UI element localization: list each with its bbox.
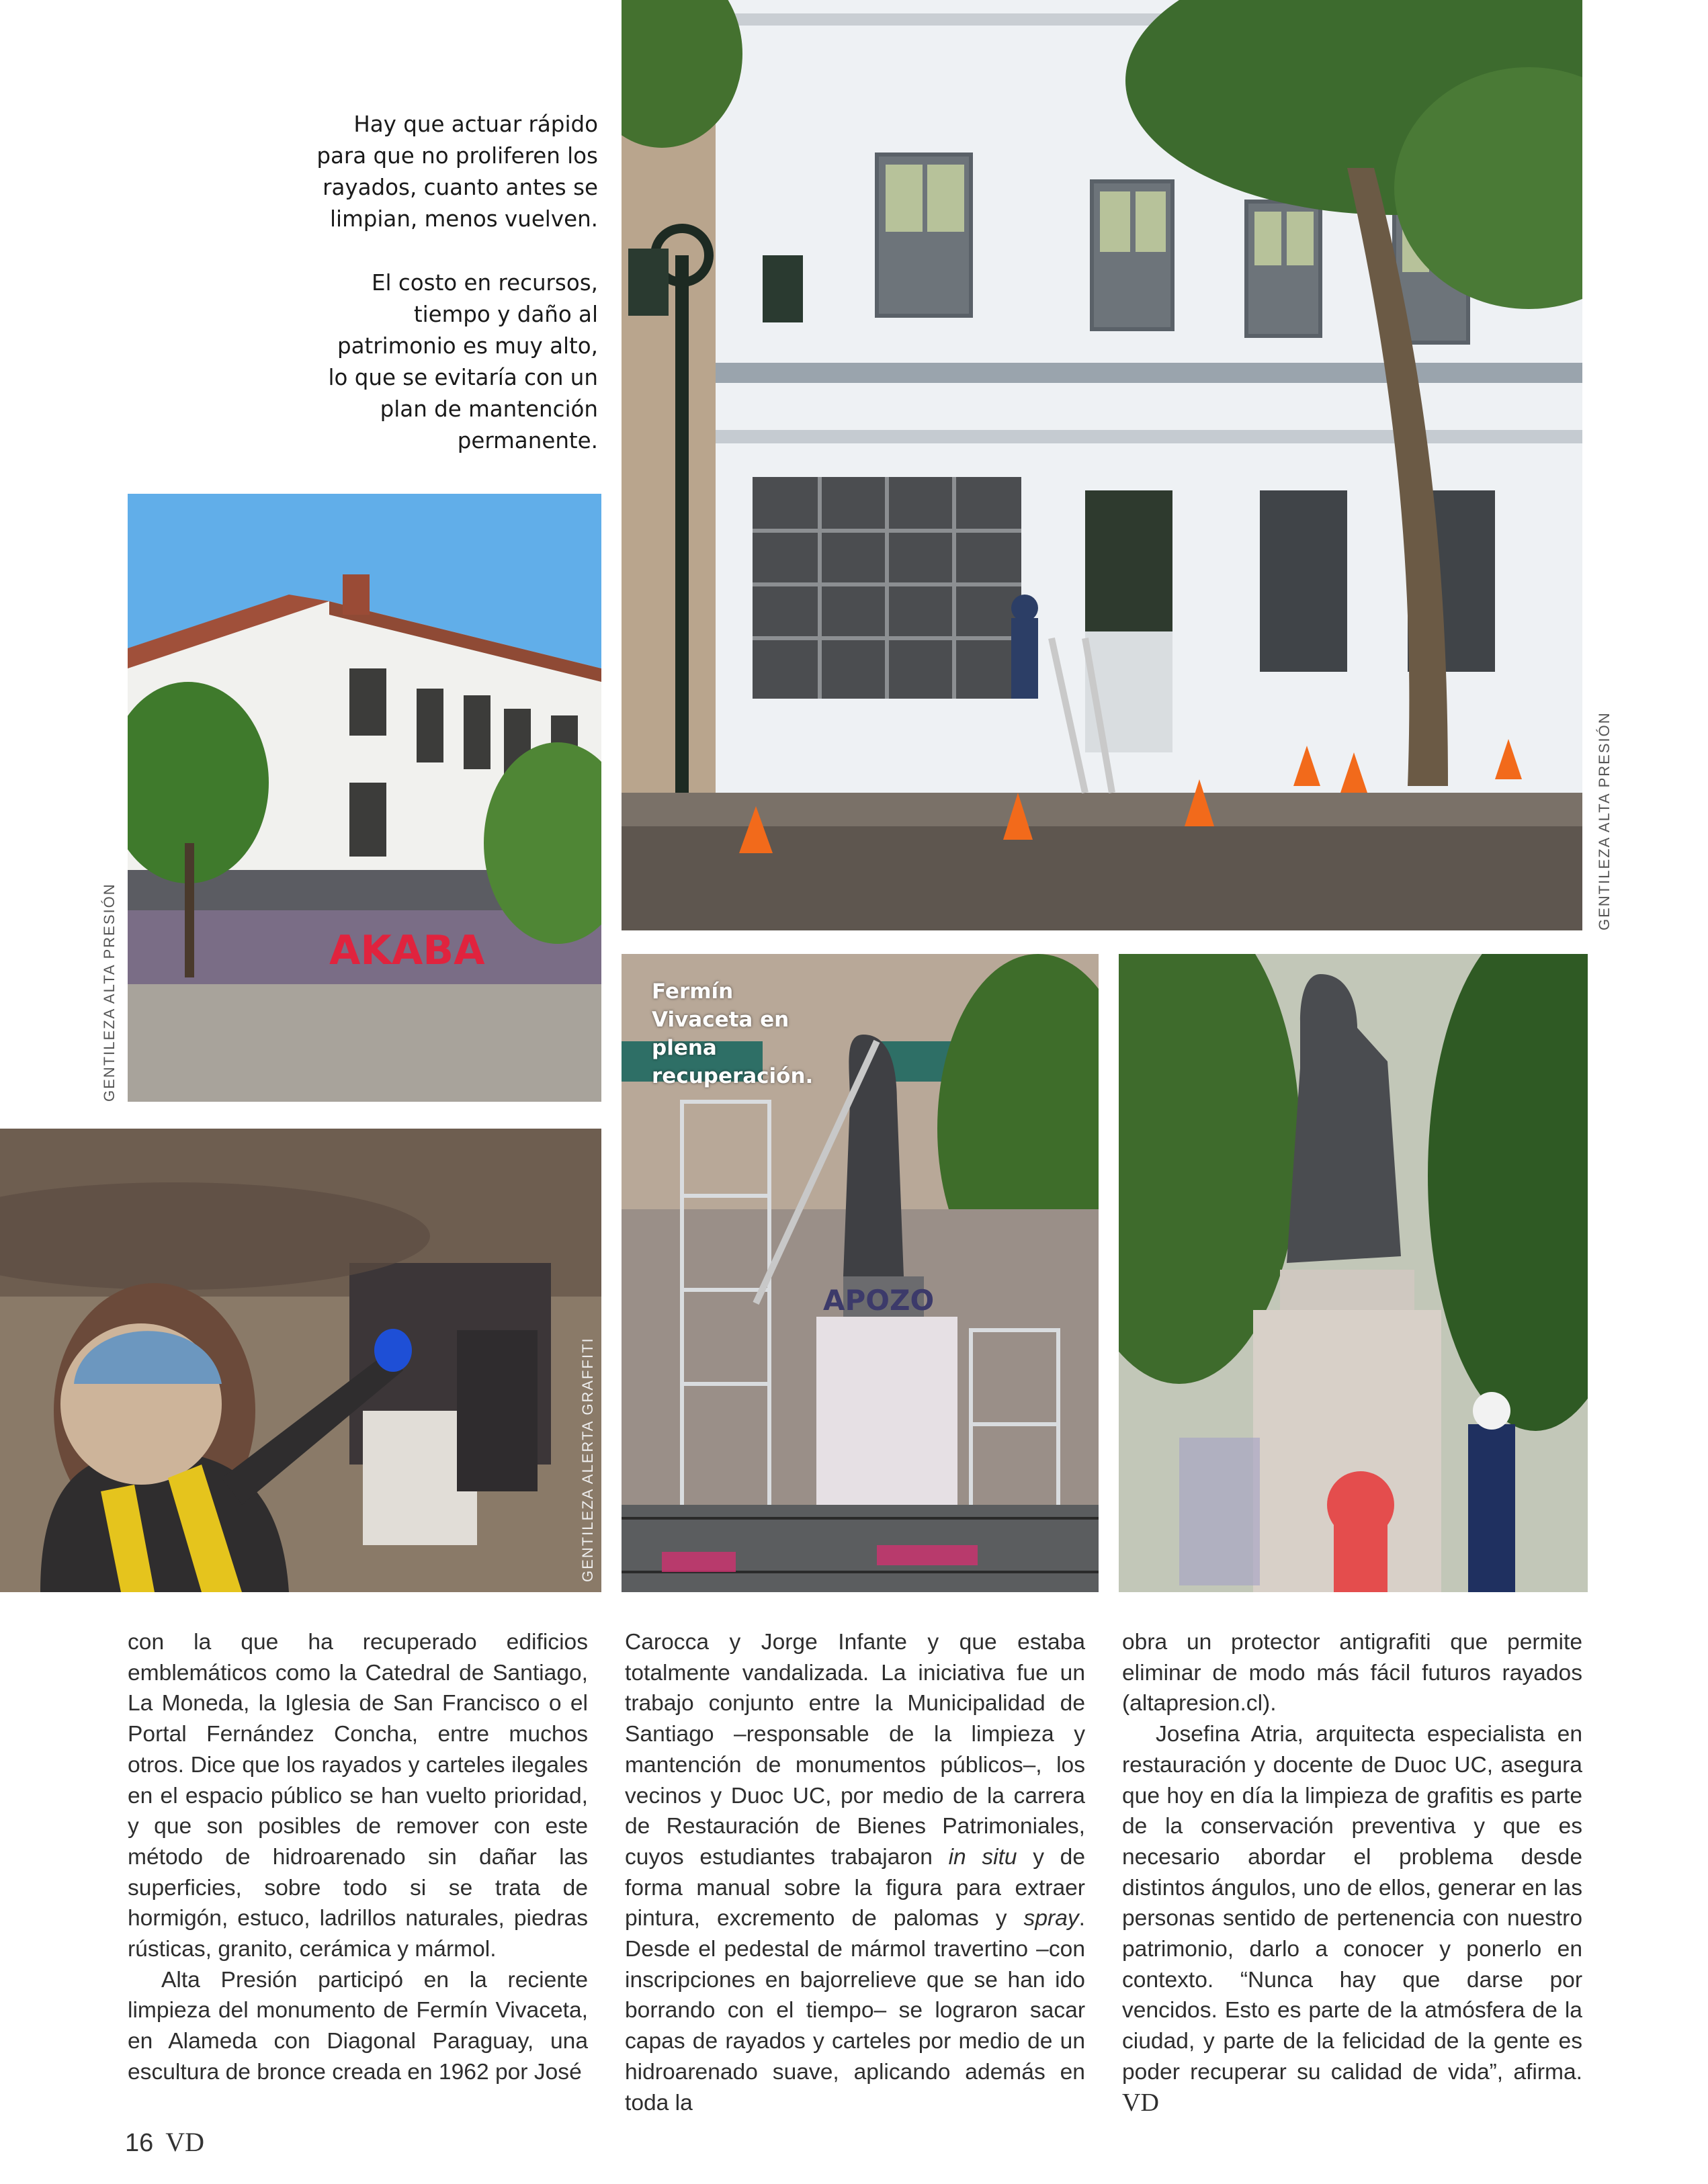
page-number: 16 bbox=[125, 2129, 154, 2157]
photo-graffiti-removal bbox=[0, 1129, 601, 1592]
body-paragraph: obra un protector antigrafiti que permite eliminar de modo más fácil futuros rayados (altapresion.cl). bbox=[1122, 1630, 1582, 1716]
photo-caption: Fermín Vivaceta en plena recuperación. bbox=[652, 979, 814, 1088]
text-span: . Desde el pedestal de mármol travertino –con inscripciones en bajorrelieve que se han ido borrando con el tiempo– se lograron sacar capas de rayados y carteles por medio de un hidroarenado suave, aplicando además en toda la bbox=[625, 1906, 1085, 2115]
text-span: Josefina Atria, arquitecta especialista en restauración y docente de Duoc UC, asegura que hoy en día la limpieza de grafitis es parte de la conservación preventiva y que es necesario abordar el problema desde distintos ángulos, uno de ellos, generar en las personas sentido de pertenencia con nuestro patrimonio, darlo a conocer y ponerlo en contexto. “Nunca hay que darse por vencidos. Esto es parte de la atmósfera de la ciudad, y parte de la felicidad de la gente es poder recuperar su calidad de vida”, afirma. bbox=[1122, 1722, 1582, 2085]
photo-corner-building bbox=[128, 494, 601, 1102]
italic-term: in situ bbox=[948, 1844, 1017, 1870]
pedestal-text: APOZO bbox=[823, 1284, 935, 1317]
photo-building-cleaning bbox=[622, 0, 1582, 930]
body-paragraph: con la que ha recuperado edificios emblemáticos como la Catedral de Santiago, La Moneda, la Iglesia de San Francisco o el Portal Fernández Concha, entre muchos otros. Dice que los rayados y carteles ilegales en el espacio público se han vuelto prioridad, y que son posibles de remover con este método de hidroarenado sin dañar las superficies, sobre todo si se trata de hormigón, estuco, ladrillos naturales, piedras rústicas, granito, cerámica y mármol. bbox=[128, 1630, 588, 1962]
pull-quote-paragraph-1: Hay que actuar rápido para que no proliferen los rayados, cuanto antes se limpian, menos vuelven. bbox=[316, 112, 598, 232]
body-column-1 bbox=[128, 1627, 588, 2088]
photo-credit-left: GENTILEZA ALTA PRESIÓN bbox=[101, 883, 118, 1102]
page-footer bbox=[125, 2126, 204, 2158]
pull-quote-paragraph-2: El costo en recursos, tiempo y daño al patrimonio es muy alto, lo que se evitaría con un plan de mantención permanente. bbox=[328, 270, 598, 453]
end-mark: VD bbox=[1122, 2088, 1159, 2117]
text-span: y de forma manual sobre la figura para extraer pintura, excremento de palomas y bbox=[625, 1844, 1085, 1931]
photo-credit-right: GENTILEZA ALTA PRESIÓN bbox=[1596, 711, 1613, 930]
pull-quote bbox=[316, 109, 598, 489]
body-column-3 bbox=[1122, 1627, 1582, 2119]
body-column-2 bbox=[625, 1627, 1085, 2118]
photo-credit-graffiti: GENTILEZA ALERTA GRAFFITI bbox=[579, 1337, 596, 1582]
text-span: Carocca y Jorge Infante y que estaba totalmente vandalizada. La iniciativa fue un trabajo conjunto entre la Municipalidad de Santiago –responsable de la limpieza y mantención de monumentos públicos–, los vecinos y Duoc UC, por medio de la carrera de Restauración de Bienes Patrimoniales, cuyos estudiantes trabajaron bbox=[625, 1630, 1085, 1870]
photo-statue-restored bbox=[1119, 954, 1588, 1592]
magazine-logo: VD bbox=[165, 2127, 205, 2157]
body-paragraph bbox=[625, 1627, 1085, 2118]
body-paragraph bbox=[1122, 1719, 1582, 2119]
body-paragraph: Alta Presión participó en la reciente limpieza del monumento de Fermín Vivaceta, en Alameda con Diagonal Paraguay, una escultura de bronce creada en 1962 por José bbox=[128, 1967, 588, 2085]
italic-term: spray bbox=[1023, 1906, 1079, 1931]
graffiti-tag: AKABA bbox=[329, 927, 485, 974]
